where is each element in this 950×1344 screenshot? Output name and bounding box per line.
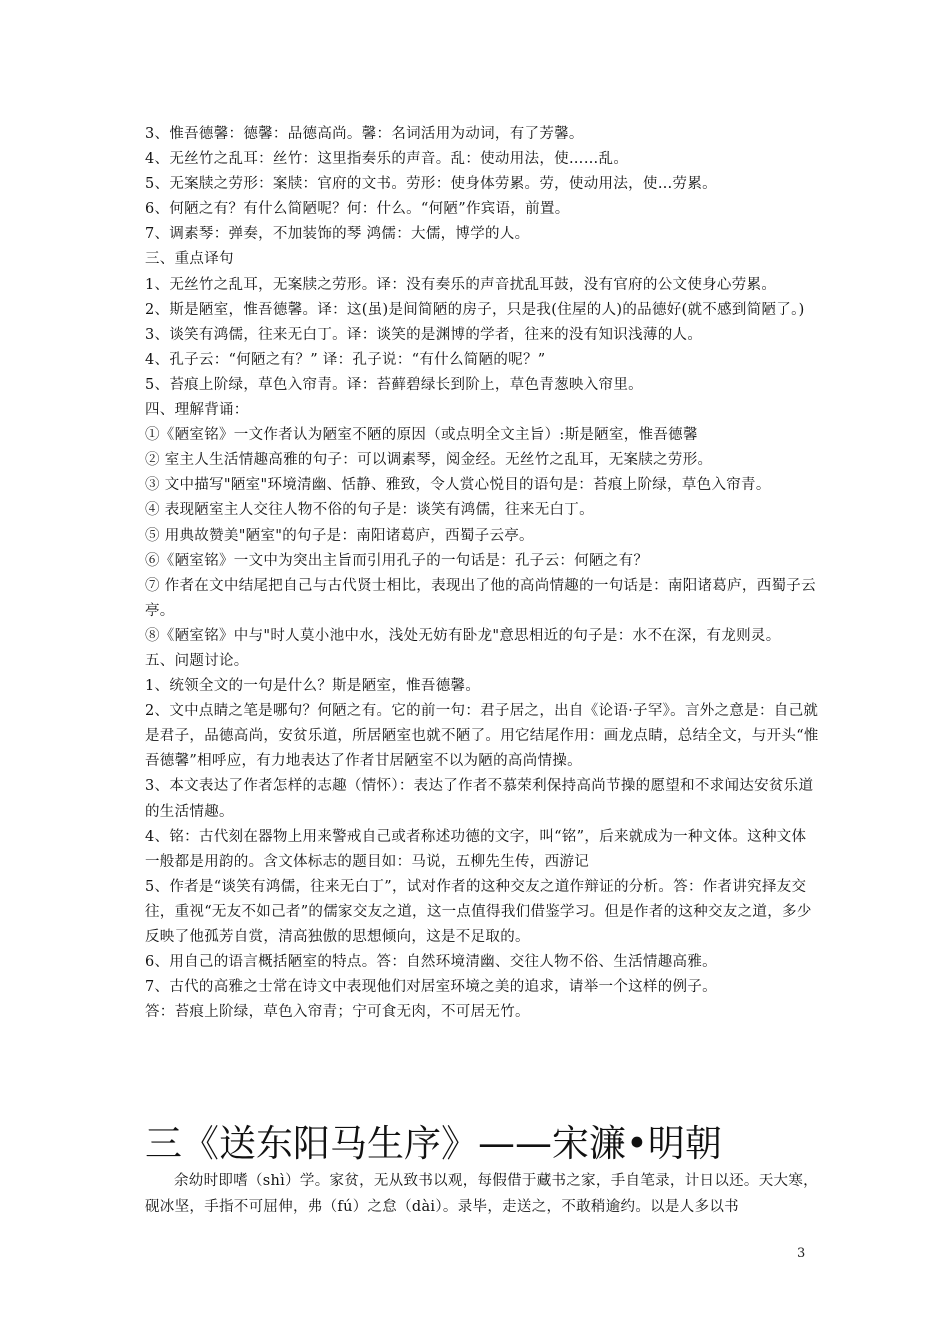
note-line: 1、无丝竹之乱耳，无案牍之劳形。译：没有奏乐的声音扰乱耳鼓，没有官府的公文使身心劳累。: [145, 276, 777, 293]
note-line: 6、何陋之有？有什么简陋呢？何：什么。“何陋”作宾语，前置。: [145, 201, 570, 218]
note-line: 4、孔子云：“何陋之有？” 译：孔子说：“有什么简陋的呢？”: [145, 351, 546, 368]
note-line: 4、铭：古代刻在器物上用来警戒自己或者称述功德的文字，叫“铭”，后来就成为一种文体。这种文体一般都是用韵的。含文体标志的题目如：马说，五柳先生传，西游记: [145, 828, 807, 870]
article-body: [145, 1168, 821, 1220]
chapter-heading: 三《送东阳马生序》——宋濂•明朝: [145, 1122, 722, 1165]
article-paragraph: 余幼时即嗜（shì）学。家贫，无从致书以观，每假借于藏书之家，手自笔录，计日以还。天大寒，砚冰坚，手指不可屈伸，弗（fú）之怠（dài）。录毕，走送之，不敢稍逾约。以是人多以书: [145, 1173, 818, 1215]
note-line: 7、调素琴：弹奏，不加装饰的琴 鸿儒：大儒，博学的人。: [145, 226, 530, 243]
note-line: ② 室主人生活情趣高雅的句子：可以调素琴，阅金经。无丝竹之乱耳，无案牍之劳形。: [145, 452, 713, 469]
note-line: 3、本文表达了作者怎样的志趣（情怀）：表达了作者不慕荣利保持高尚节操的愿望和不求闻达安贫乐道的生活情趣。: [145, 778, 814, 820]
note-line: ⑦ 作者在文中结尾把自己与古代贤士相比，表现出了他的高尚情趣的一句话是：南阳诸葛庐，西蜀子云亭。: [145, 577, 816, 619]
note-line: 答：苔痕上阶绿，草色入帘青；宁可食无肉，不可居无竹。: [145, 1004, 530, 1021]
note-line: 2、斯是陋室，惟吾德馨。译：这(虽)是间简陋的房子，只是我(住屋的人)的品德好(就不感到简陋了。): [145, 301, 805, 318]
page-number: 3: [797, 1246, 806, 1261]
note-line: 1、统领全文的一句是什么？斯是陋室，惟吾德馨。: [145, 678, 481, 695]
section-heading: 四、理解背诵：: [145, 402, 249, 419]
note-line: 5、无案牍之劳形：案牍：官府的文书。劳形：使身体劳累。劳，使动用法，使…劳累。: [145, 176, 717, 193]
note-line: 2、文中点睛之笔是哪句？何陋之有。它的前一句：君子居之，出自《论语·子罕》。言外之意是：自己就是君子，品德高尚，安贫乐道，所居陋室也就不陋了。用它结尾作用：画龙点睛，总结全文，与开头“惟吾德馨”相呼应，有力地表达了作者甘居陋室不以为陋的高尚情操。: [145, 703, 819, 770]
note-line: ①《陋室铭》一文作者认为陋室不陋的原因（或点明全文主旨）:斯是陋室，惟吾德馨: [145, 427, 698, 444]
note-line: 6、用自己的语言概括陋室的特点。答：自然环境清幽、交往人物不俗、生活情趣高雅。: [145, 954, 717, 971]
note-line: ⑥《陋室铭》一文中为突出主旨而引用孔子的一句话是：孔子云：何陋之有？: [145, 552, 649, 569]
note-line: ⑤ 用典故赞美"陋室"的句子是：南阳诸葛庐，西蜀子云亭。: [145, 527, 534, 544]
section-heading: 五、问题讨论。: [145, 652, 249, 669]
note-line: 4、无丝竹之乱耳：丝竹：这里指奏乐的声音。乱：使动用法，使……乱。: [145, 151, 629, 168]
notes-body: [145, 122, 821, 1025]
note-line: 3、谈笑有鸿儒，往来无白丁。译：谈笑的是渊博的学者，往来的没有知识浅薄的人。: [145, 326, 703, 343]
note-line: 3、惟吾德馨：德馨：品德高尚。馨：名词活用为动词，有了芳馨。: [145, 126, 584, 142]
note-line: ③ 文中描写"陋室"环境清幽、恬静、雅致，令人赏心悦目的语句是：苔痕上阶绿，草色入帘青。: [145, 477, 771, 494]
note-line: 5、作者是“谈笑有鸿儒，往来无白丁”，试对作者的这种交友之道作辩证的分析。答：作者讲究择友交往，重视“无友不如己者”的儒家交友之道，这一点值得我们借鉴学习。但是作者的这种交友之道，多少反映了他孤芳自赏，清高独傲的思想倾向，这是不足取的。: [145, 878, 812, 945]
note-line: 5、苔痕上阶绿，草色入帘青。译：苔藓碧绿长到阶上，草色青葱映入帘里。: [145, 376, 643, 393]
note-line: 7、古代的高雅之士常在诗文中表现他们对居室环境之美的追求，请举一个这样的例子。: [145, 979, 717, 996]
section-heading: 三、重点译句: [145, 251, 234, 268]
note-line: ④ 表现陋室主人交往人物不俗的句子是：谈笑有鸿儒，往来无白丁。: [145, 502, 594, 519]
note-line: ⑧《陋室铭》中与"时人莫小池中水，浅处无妨有卧龙"意思相近的句子是：水不在深，有龙则灵。: [145, 627, 781, 644]
